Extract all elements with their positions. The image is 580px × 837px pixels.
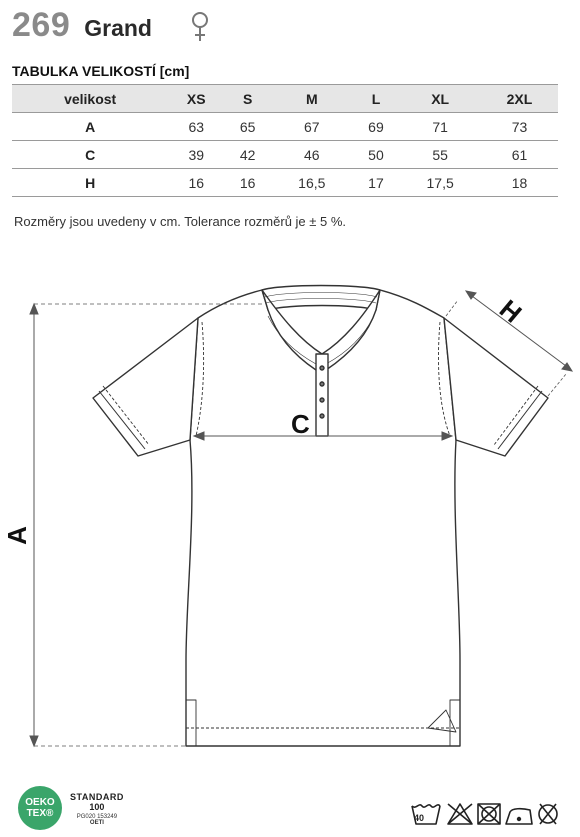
table-cell: 61 [481,141,558,169]
table-cell: 69 [353,113,400,141]
table-cell: 46 [271,141,353,169]
oeko-institute: OETI [89,820,104,826]
oeko-badge-line1: OEKO [25,797,55,808]
table-row [12,113,558,141]
row-label: A [12,113,168,141]
dimension-label-c: C [291,409,310,439]
table-cell: 42 [224,141,271,169]
oeko-badge-line2: TEX® [26,808,54,819]
iron-low-icon [506,809,532,824]
column-header: XL [399,85,481,113]
table-cell: 71 [399,113,481,141]
polo-shirt-drawing [0,270,580,770]
table-cell: 16 [224,169,271,197]
model-name: Grand [84,15,152,41]
table-cell: 73 [481,113,558,141]
table-cell: 18 [481,169,558,197]
no-bleach-icon [448,804,472,824]
oeko-code: PG020 153249 [76,814,118,820]
oeko-tex-logo [18,786,62,830]
row-label: C [12,141,168,169]
wash-temperature: 40 [414,813,425,823]
row-label: H [12,169,168,197]
size-table [12,84,558,197]
table-row [12,141,558,169]
column-header: L [353,85,400,113]
table-cell: 67 [271,113,353,141]
column-header: velikost [12,85,168,113]
table-cell: 50 [353,141,400,169]
table-cell: 17 [353,169,400,197]
dimension-label-a: A [1,526,32,545]
oeko-tex-details [70,792,124,826]
size-table-title: TABULKA VELIKOSTÍ [cm] [12,63,190,79]
care-symbols [410,800,560,828]
oeko-standard: STANDARD [70,792,124,802]
table-cell: 17,5 [399,169,481,197]
table-cell: 65 [224,113,271,141]
no-tumble-dry-icon [478,804,500,824]
table-cell: 55 [399,141,481,169]
column-header: 2XL [481,85,558,113]
table-cell: 16,5 [271,169,353,197]
model-number: 269 [12,6,71,44]
female-symbol-icon [188,10,212,44]
table-cell: 39 [168,141,224,169]
table-cell: 63 [168,113,224,141]
tolerance-note: Rozměry jsou uvedeny v cm. Tolerance rozměrů je ± 5 %. [14,214,347,229]
column-header: M [271,85,353,113]
dimension-label-h: H [493,293,528,329]
column-header: S [224,85,271,113]
table-row [12,169,558,197]
oeko-number: 100 [89,802,105,812]
no-dry-clean-icon [539,804,557,824]
product-header [12,6,152,45]
table-cell: 16 [168,169,224,197]
size-table-header-row [12,85,558,113]
column-header: XS [168,85,224,113]
